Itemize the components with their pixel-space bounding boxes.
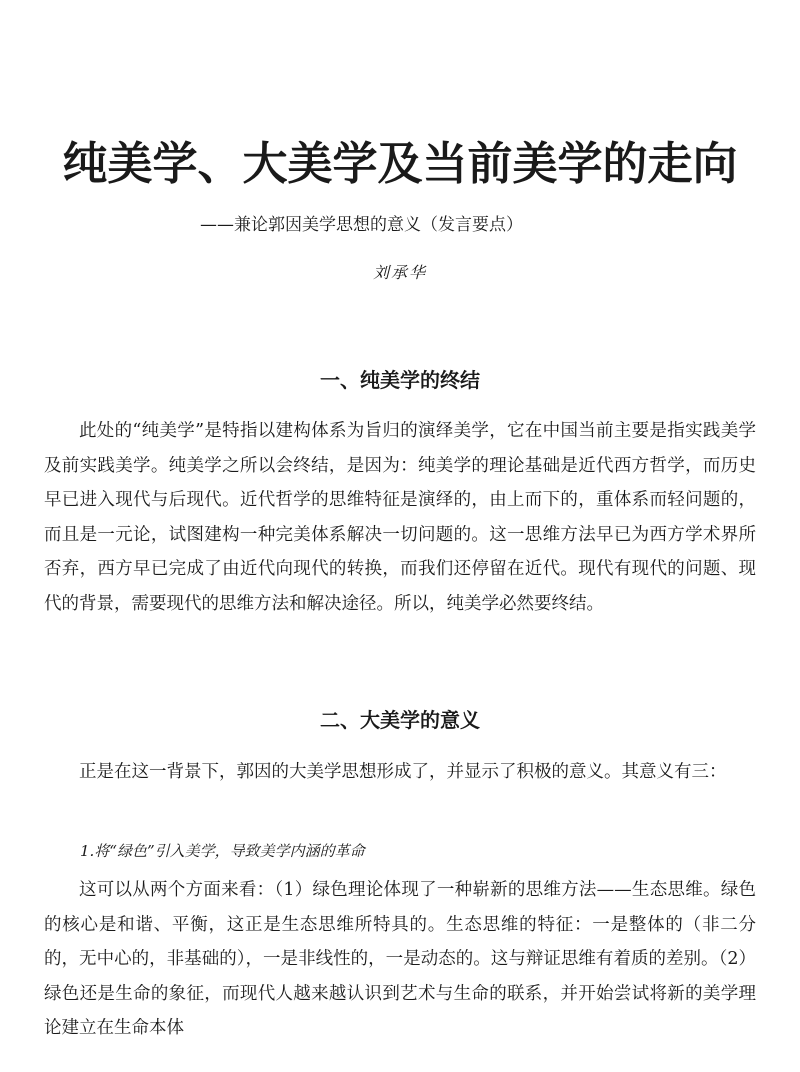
section-1-paragraph-1: 此处的“纯美学”是特指以建构体系为旨归的演绎美学，它在中国当前主要是指实践美学及前实践美学。纯美学之所以会终结，是因为：纯美学的理论基础是近代西方哲学，而历史早已进入现代与后现代。近代哲学的思维特征是演绎的，由上而下的，重体系而轻问题的，而且是一元论，试图建构一种完美体系解决一切问题的。这一思维方法早已为西方学术界所否弃，西方早已完成了由近代向现代的转换，而我们还停留在近代。现代有现代的问题、现代的背景，需要现代的思维方法和解决途径。所以，纯美学必然要终结。 xyxy=(44,421,756,614)
section-2-paragraph-1: 正是在这一背景下，郭因的大美学思想形成了，并显示了积极的意义。其意义有三： xyxy=(79,762,727,782)
article-title: 纯美学、大美学及当前美学的走向 xyxy=(62,137,738,190)
section-heading-1: 一、纯美学的终结 xyxy=(320,368,480,392)
section-2-paragraph-2: 这可以从两个方面来看：（1）绿色理论体现了一种崭新的思维方法——生态思维。绿色的核心是和谐、平衡，这正是生态思维所特具的。生态思维的特征：一是整体的（非二分的，无中心的，非基础的），一是非线性的，一是动态的。这与辩证思维有着质的差别。（2）绿色还是生命的象征，而现代人越来越认识到艺术与生命的联系，并开始尝试将新的美学理论建立在生命本体 xyxy=(44,880,756,1038)
article-subtitle: ——兼论郭因美学思想的意义（发言要点） xyxy=(200,215,523,235)
section-heading-2: 二、大美学的意义 xyxy=(320,708,480,732)
section-2-subheading-1: 1.将“绿色”引入美学，导致美学内涵的革命 xyxy=(80,842,365,860)
author-name: 刘承华 xyxy=(372,263,427,282)
